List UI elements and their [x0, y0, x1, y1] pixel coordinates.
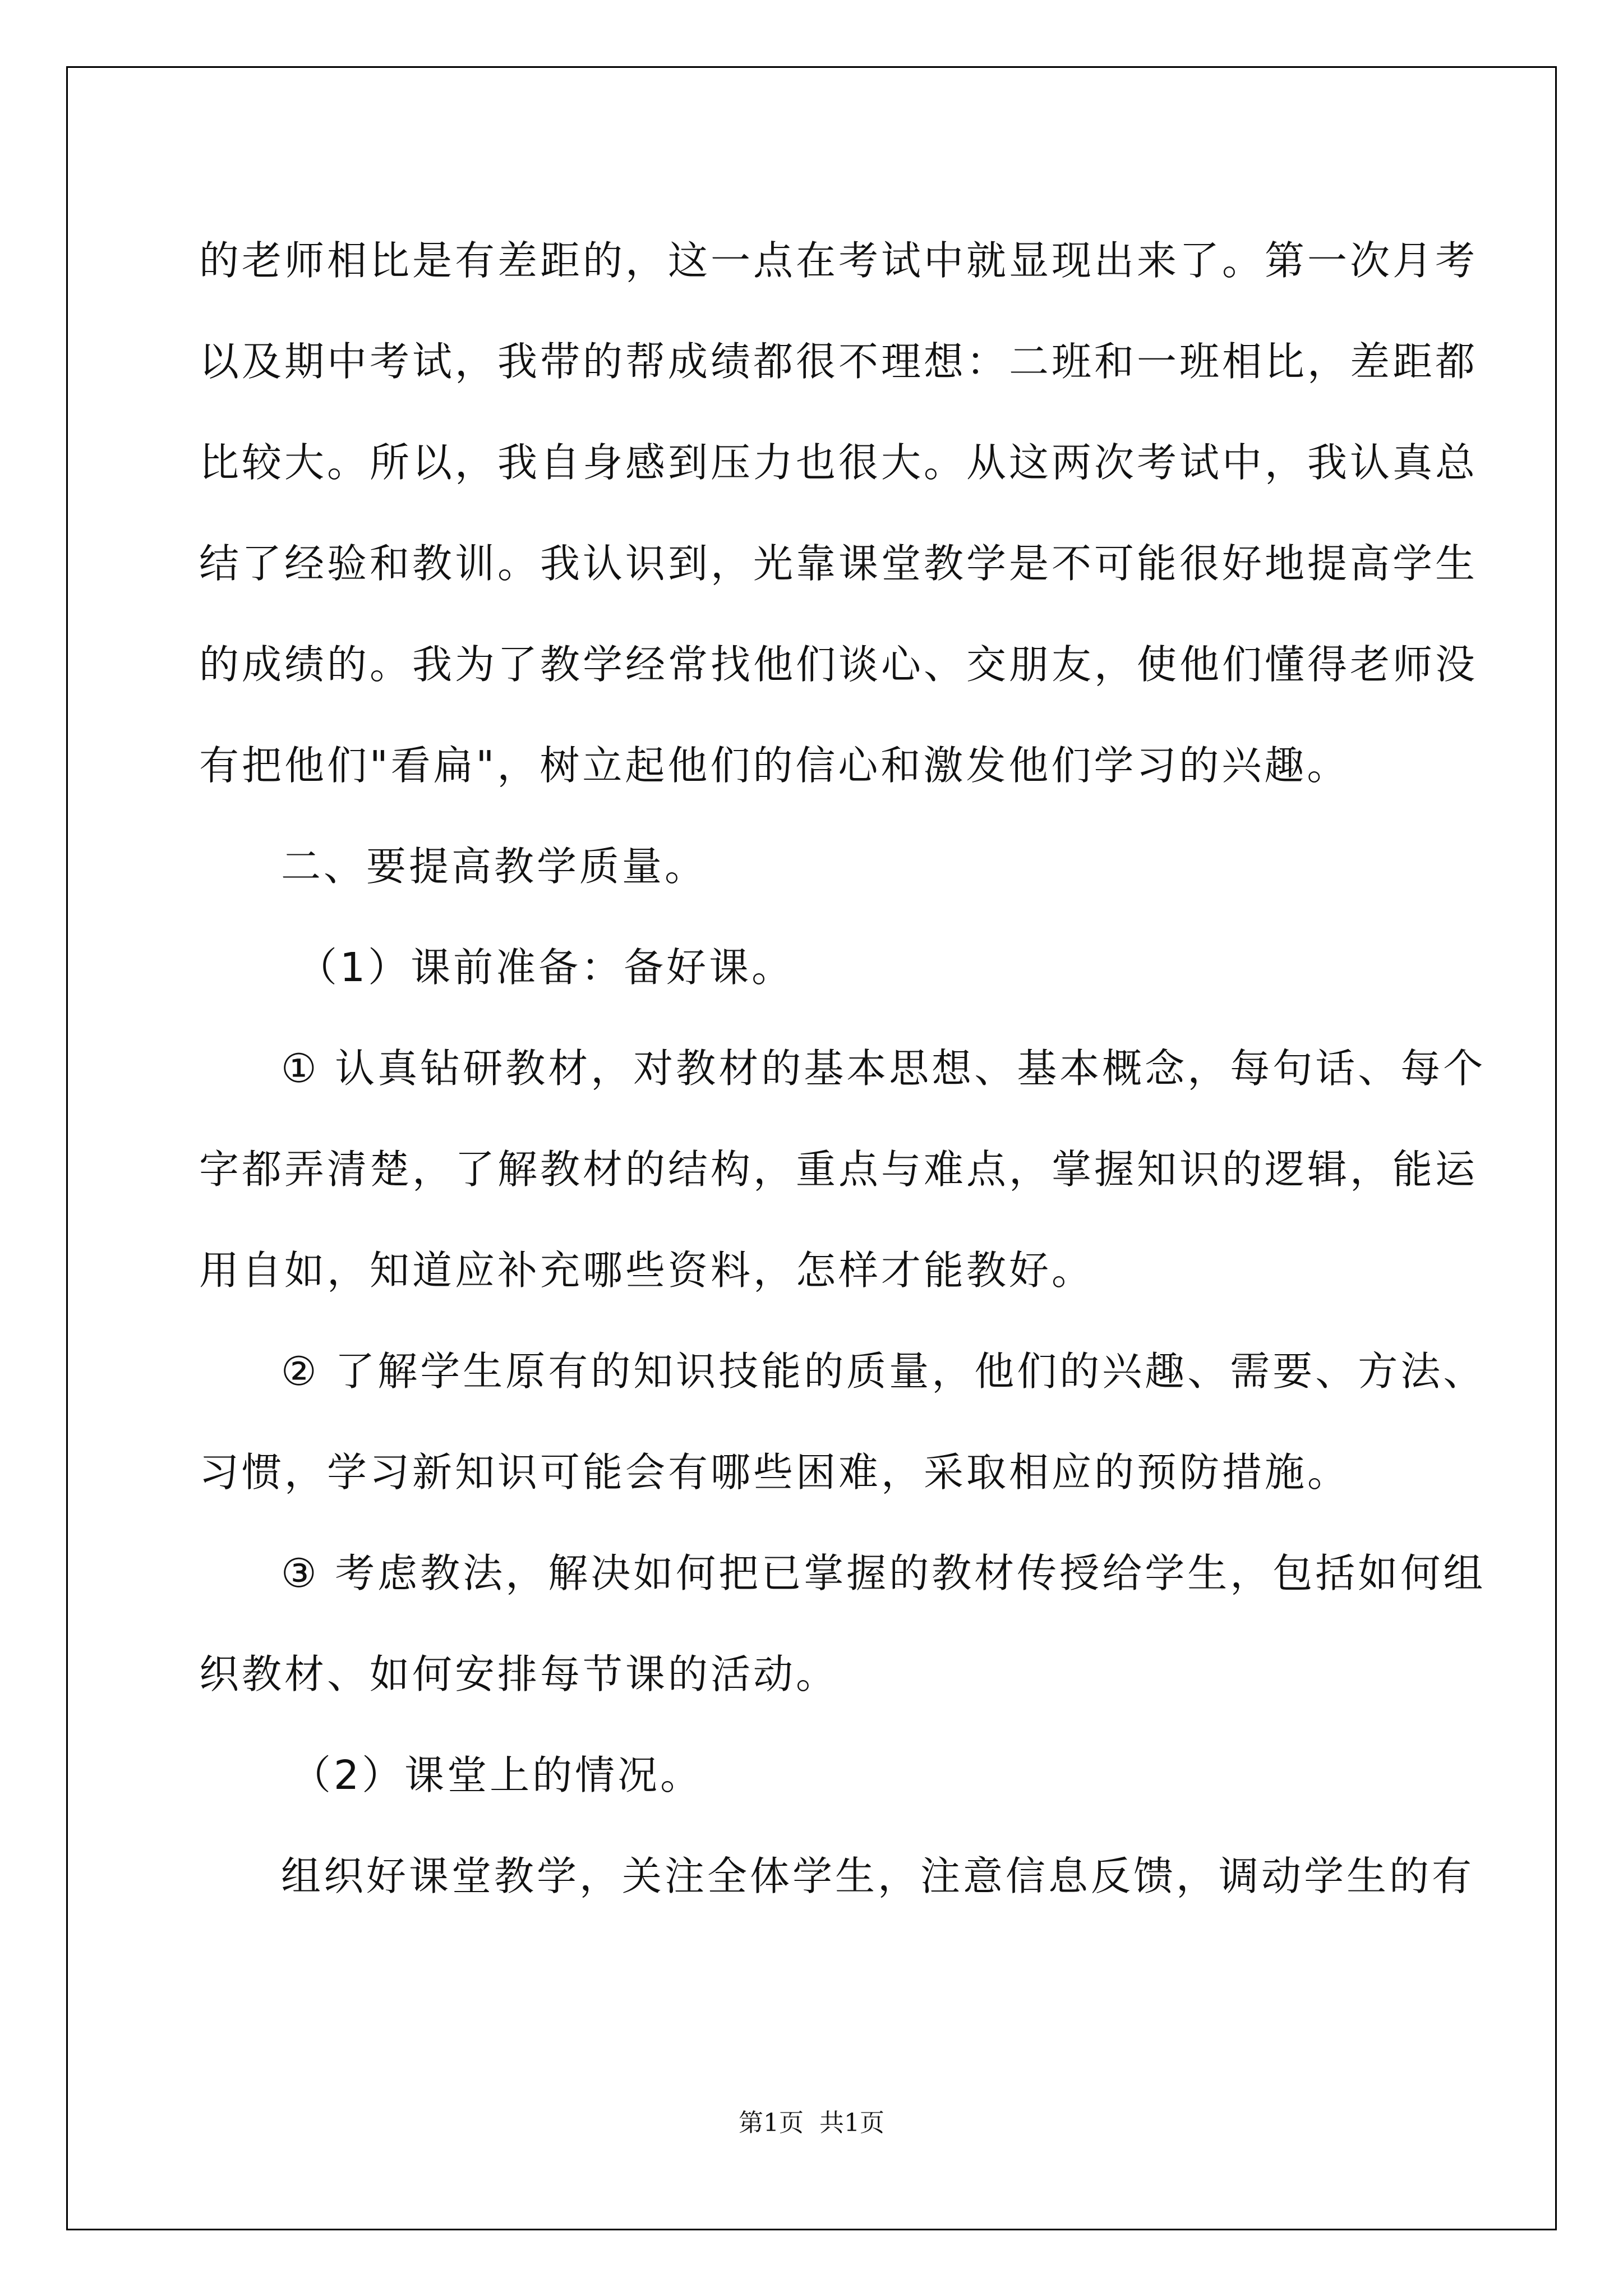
text-line: ② 了解学生原有的知识技能的质量，他们的兴趣、需要、方法、	[281, 1348, 1486, 1395]
text-line: 用自如，知道应补充哪些资料，怎样才能教好。	[199, 1247, 1095, 1294]
section-heading: 二、要提高教学质量。	[281, 843, 708, 890]
text-line: 以及期中考试，我带的帮成绩都很不理想：二班和一班相比，差距都	[199, 338, 1478, 385]
text-line: 比较大。所以，我自身感到压力也很大。从这两次考试中，我认真总	[199, 439, 1478, 486]
text-line: 的老师相比是有差距的，这一点在考试中就显现出来了。第一次月考	[199, 237, 1478, 284]
text-line: ③ 考虑教法，解决如何把已掌握的教材传授给学生，包括如何组	[281, 1550, 1486, 1596]
text-line: 织教材、如何安排每节课的活动。	[199, 1651, 839, 1697]
text-line: 有把他们"看扁"，树立起他们的信心和激发他们学习的兴趣。	[199, 742, 1350, 789]
text-line: 的成绩的。我为了教学经常找他们谈心、交朋友，使他们懂得老师没	[199, 641, 1478, 688]
text-line: 习惯，学习新知识可能会有哪些困难，采取相应的预防措施。	[199, 1449, 1350, 1496]
page-number: 第1页	[739, 2109, 804, 2137]
page-footer	[0, 2102, 1623, 2138]
document-body	[199, 210, 1486, 1927]
text-line: 字都弄清楚，了解教材的结构，重点与难点，掌握知识的逻辑，能运	[199, 1146, 1478, 1193]
subsection-heading: （2）课堂上的情况。	[291, 1752, 703, 1798]
text-line: 组织好课堂教学，关注全体学生，注意信息反馈，调动学生的有	[281, 1853, 1475, 1899]
subsection-heading: （1）课前准备：备好课。	[297, 944, 795, 991]
text-line: ① 认真钻研教材，对教材的基本思想、基本概念，每句话、每个	[281, 1045, 1486, 1092]
page-total: 共1页	[819, 2109, 884, 2137]
text-line: 结了经验和教训。我认识到，光靠课堂教学是不可能很好地提高学生	[199, 540, 1478, 587]
